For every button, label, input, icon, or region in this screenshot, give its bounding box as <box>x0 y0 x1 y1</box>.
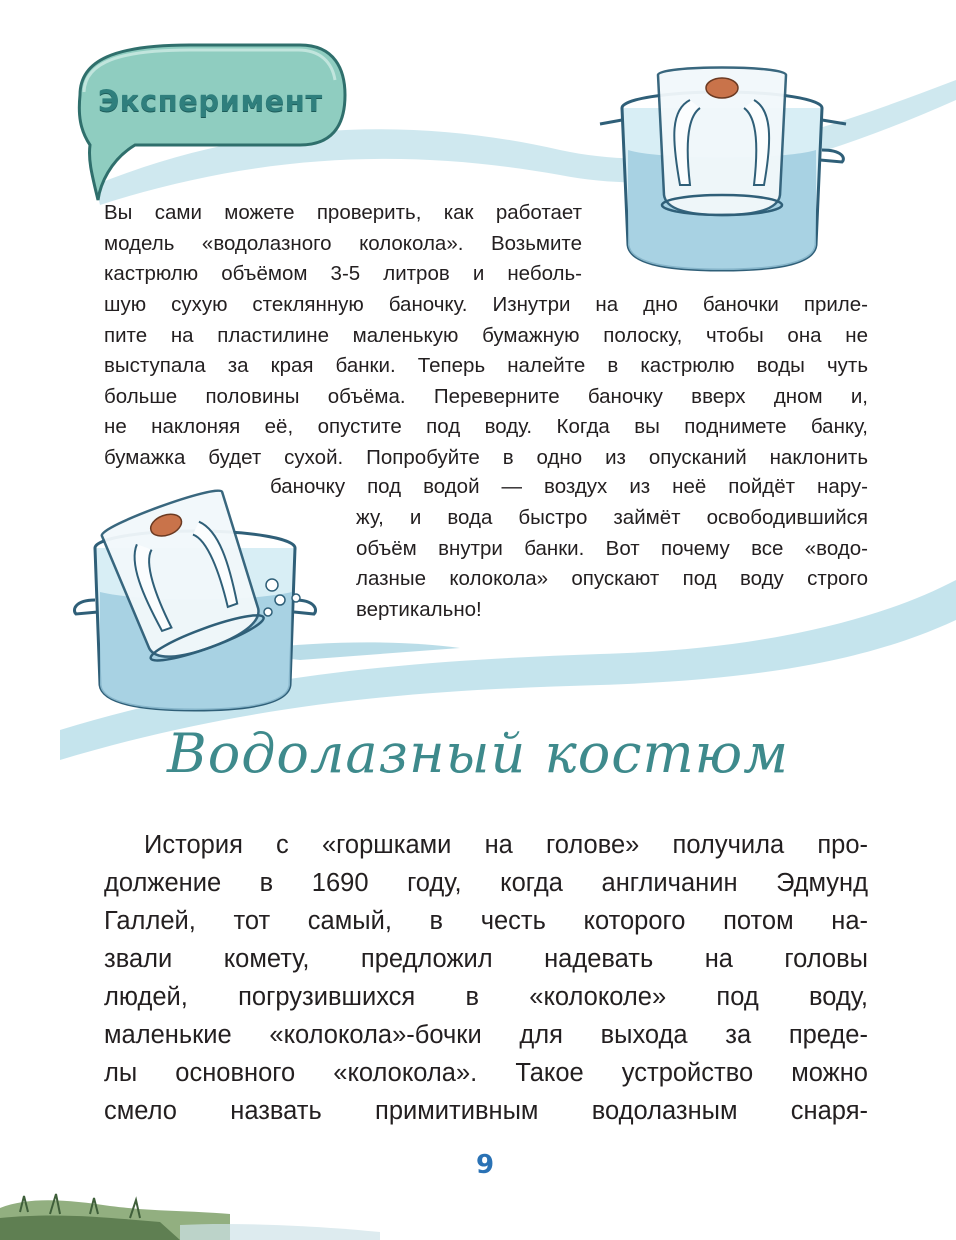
experiment-line: шую сухую стеклянную баночку. Изнутри на дно баночки прилe- <box>104 293 868 316</box>
experiment-line: больше половины объёма. Переверните баночку вверх дном и, <box>104 384 868 408</box>
experiment-label: Эксперимент <box>98 84 323 118</box>
experiment-line: выступала за края банки. Теперь налейте в кастрюлю воды чуть <box>104 354 868 377</box>
section-body <box>104 826 868 1130</box>
body-line: Галлей, тот самый, в честь которого потом на- <box>104 907 868 935</box>
pot-upright-illustration <box>600 68 846 271</box>
body-line: лы основного «колокола». Такое устройство можно <box>104 1059 868 1087</box>
pot-tilted-illustration <box>74 485 315 710</box>
experiment-text-middle <box>104 290 868 473</box>
experiment-text-bottom <box>356 503 868 625</box>
body-line: История с «горшками на голове» получила про- <box>144 831 868 859</box>
experiment-line: вертикально! <box>356 597 482 621</box>
experiment-line: жу, и вода быстро займёт освободившийся <box>356 506 868 529</box>
body-line: должение в 1690 году, когда англичанин Эдмунд <box>104 869 868 897</box>
experiment-line: объём внутри банки. Вот почему все «водо- <box>356 536 868 560</box>
experiment-line: кастрюлю объёмом 3-5 литров и неболь- <box>104 262 582 285</box>
experiment-line: пите на пластилине маленькую бумажную полоску, чтобы она не <box>104 323 868 347</box>
experiment-text-top <box>104 198 582 290</box>
experiment-text-indented <box>270 472 868 503</box>
body-line: звали комету, предложил надевать на головы <box>104 945 868 973</box>
body-line: смело назвать примитивным водолазным снаря- <box>104 1097 868 1125</box>
experiment-line: лазные колокола» опускают под воду строго <box>356 567 868 590</box>
experiment-line: бумажка будет сухой. Попробуйте в одно из опусканий наклонить <box>104 445 868 469</box>
section-title: Водолазный костюм <box>167 722 789 785</box>
page-number: 9 <box>475 1150 495 1180</box>
experiment-line: не наклоняя её, опустите под воду. Когда вы поднимете банку, <box>104 415 868 438</box>
experiment-line: Вы сами можете проверить, как работает <box>104 201 582 224</box>
body-line: людей, погрузившихся в «колоколе» под воду, <box>104 983 868 1011</box>
body-line: маленькие «колокола»-бочки для выхода за преде- <box>104 1021 868 1049</box>
experiment-line: модель «водолазного колокола». Возьмите <box>104 231 582 255</box>
shore-grass-illustration <box>0 1194 380 1240</box>
experiment-line: баночку под водой — воздух из неё пойдёт нару- <box>270 475 868 498</box>
